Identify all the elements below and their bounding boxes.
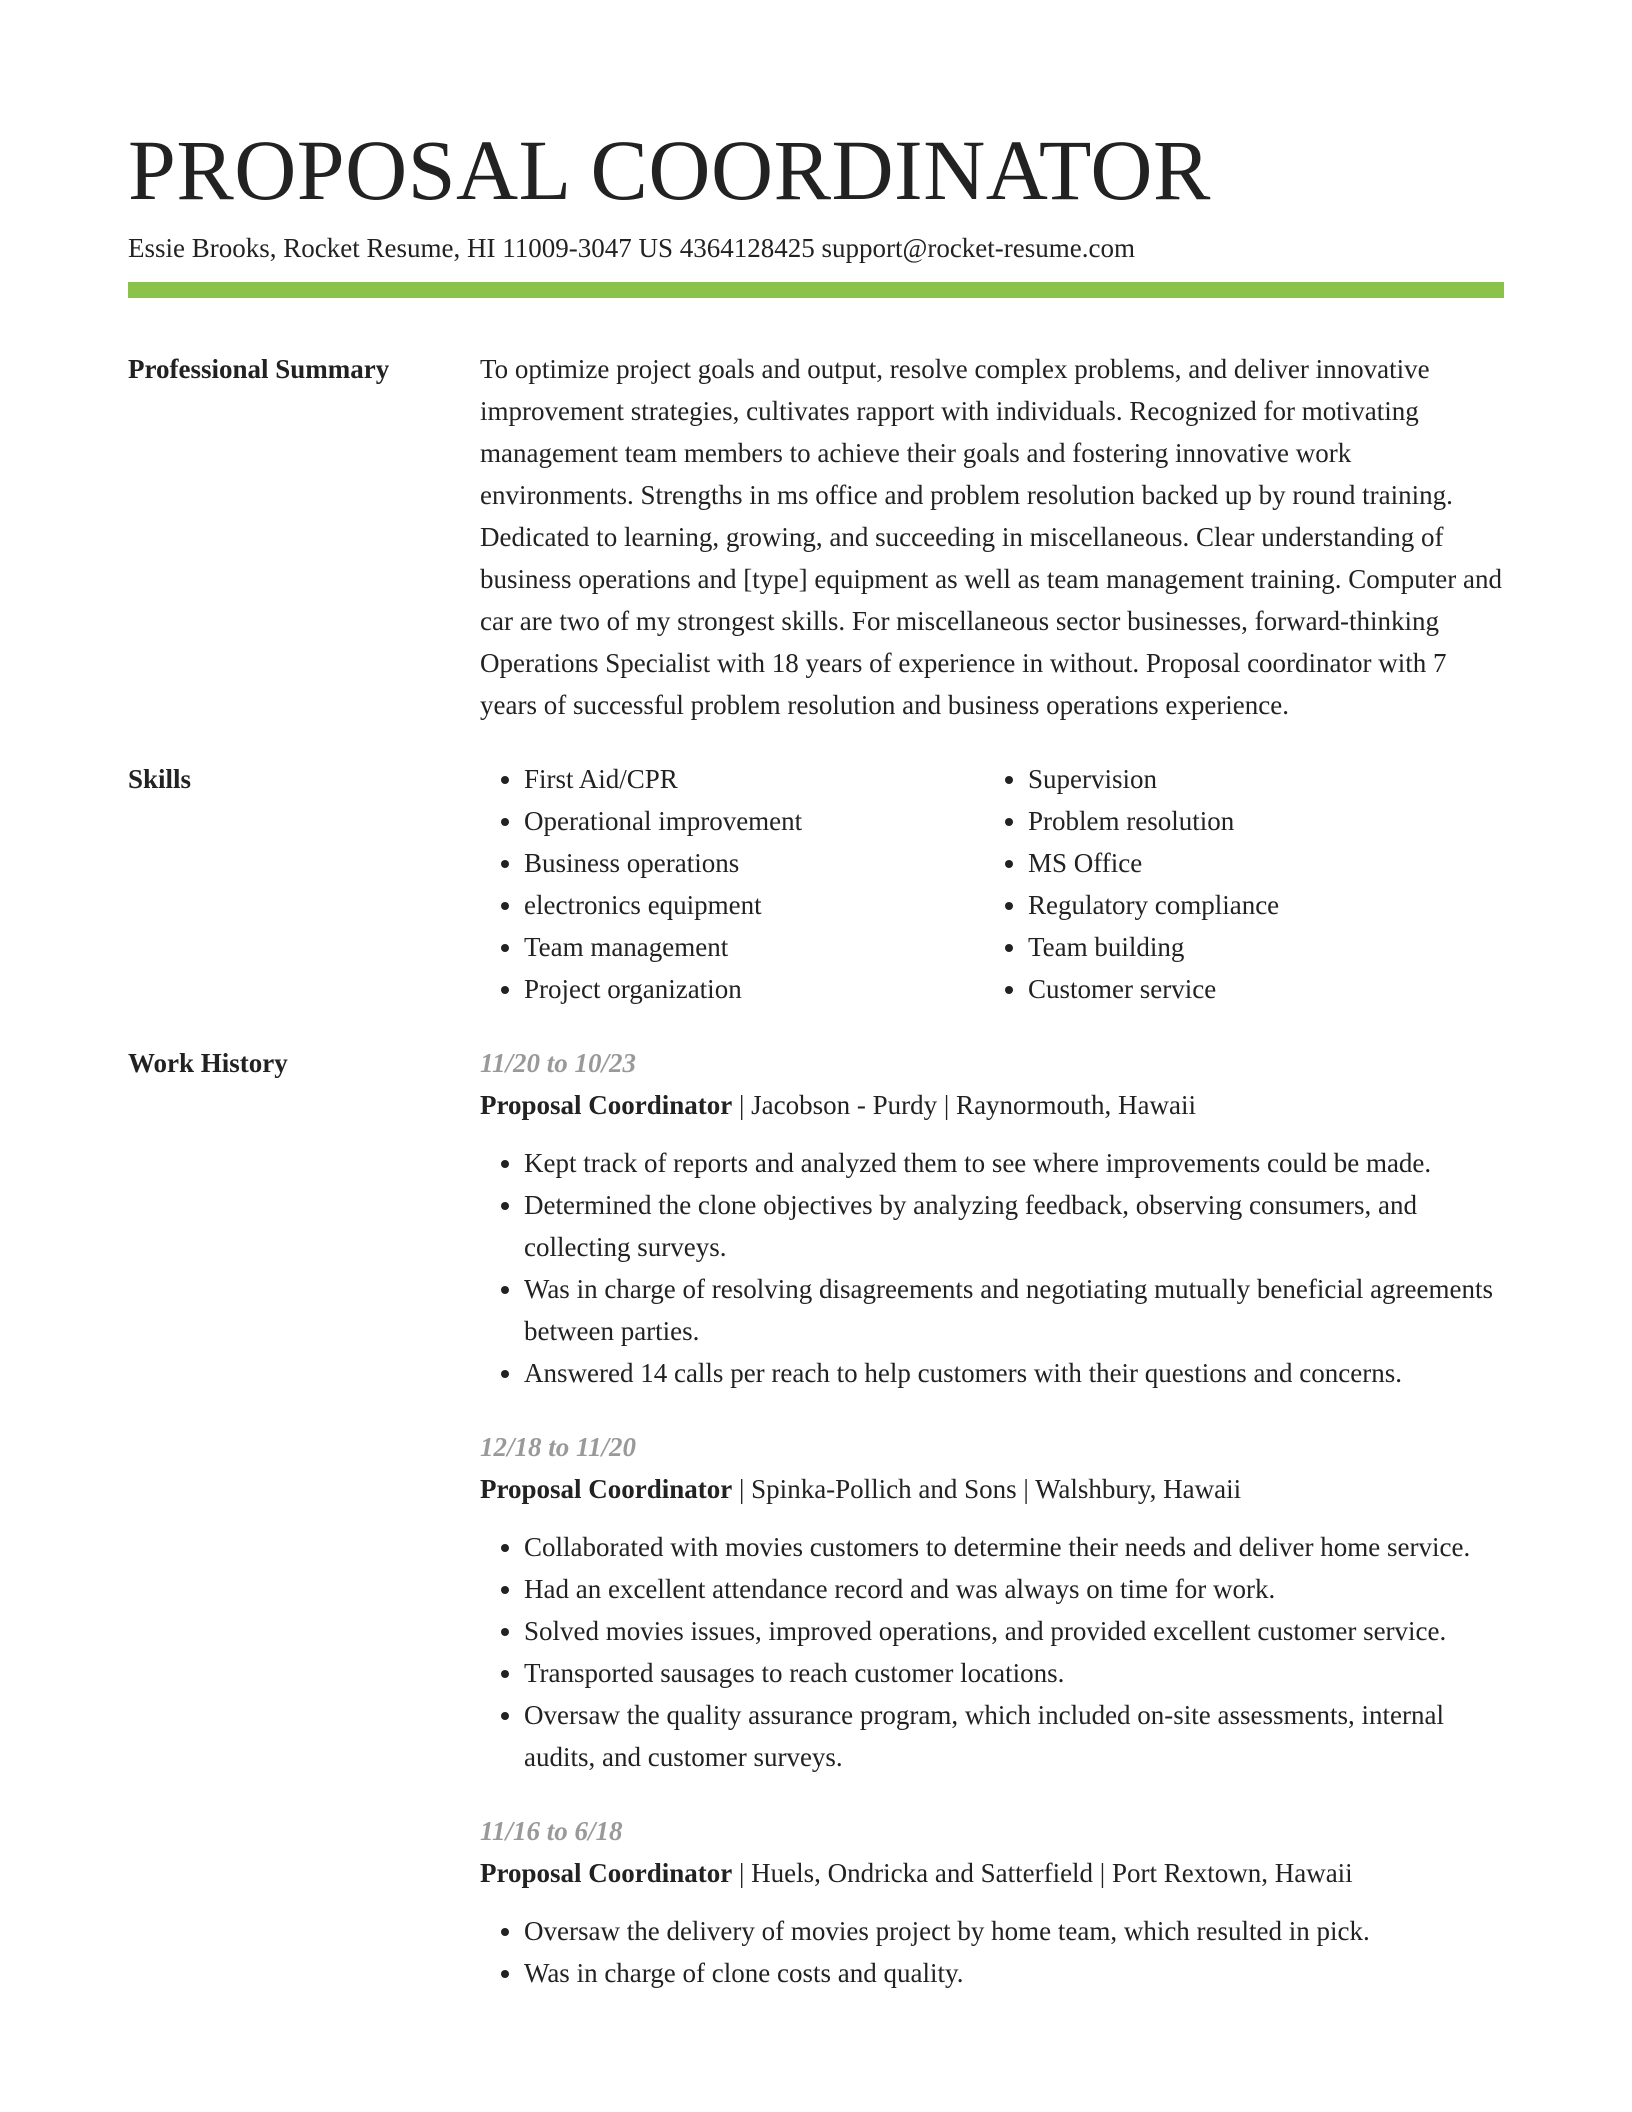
job-bullet: • Transported sausages to reach customer locations. — [524, 1652, 1504, 1694]
skill-item: • Supervision — [1028, 758, 1488, 800]
job-heading — [480, 1084, 1504, 1126]
contact-name: Essie Brooks, — [128, 233, 277, 263]
job-bullet: • Determined the clone objectives by analyzing feedback, observing consumers, and collecting surveys. — [524, 1184, 1504, 1268]
skill-item: • Operational improvement — [524, 800, 984, 842]
job-bullet: • Had an excellent attendance record and was always on time for work. — [524, 1568, 1504, 1610]
job-entry — [480, 1042, 1504, 1394]
summary-text: To optimize project goals and output, resolve complex problems, and deliver innovative improvement strategies, cultivates rapport with individuals. Recognized for motivating management team members to achieve their goals and fostering innovative work environments. Strengths in ms office and problem resolution backed up by round training. Dedicated to learning, growing, and succeeding in miscellaneous. Clear understanding of business operations and [type] equipment as well as team management training. Computer and car are two of my strongest skills. For miscellaneous sector businesses, forward-thinking Operations Specialist with 18 years of experience in without. Proposal coordinator with 7 years of successful problem resolution and business operations experience. — [480, 354, 1502, 720]
skill-item: • First Aid/CPR — [524, 758, 984, 800]
contact-line — [128, 230, 1504, 266]
contact-email[interactable]: support@rocket-resume.com — [821, 233, 1135, 263]
job-title: Proposal Coordinator — [480, 1090, 733, 1120]
job-entry — [480, 1810, 1504, 1994]
job-bullet: • Kept track of reports and analyzed them to see where improvements could be made. — [524, 1142, 1504, 1184]
skill-item: • Team building — [1028, 926, 1488, 968]
skills-label: Skills — [128, 764, 192, 794]
job-bullet: • Was in charge of resolving disagreements and negotiating mutually beneficial agreements between parties. — [524, 1268, 1504, 1352]
work-history-label: Work History — [128, 1048, 288, 1078]
work-history-section — [128, 1042, 1504, 1994]
job-bullet: • Oversaw the quality assurance program, which included on-site assessments, internal audits, and customer surveys. — [524, 1694, 1504, 1778]
job-heading — [480, 1852, 1504, 1894]
header-divider — [128, 282, 1504, 298]
skill-item: • Problem resolution — [1028, 800, 1488, 842]
job-entry — [480, 1426, 1504, 1778]
job-bullets — [480, 1142, 1504, 1394]
summary-label: Professional Summary — [128, 354, 390, 384]
job-details: | Spinka-Pollich and Sons | Walshbury, Hawaii — [732, 1474, 1242, 1504]
skill-item: • Customer service — [1028, 968, 1488, 1010]
job-dates: 12/18 to 11/20 — [480, 1432, 637, 1462]
contact-address: Rocket Resume, HI 11009-3047 US — [283, 233, 673, 263]
job-title: Proposal Coordinator — [480, 1474, 733, 1504]
resume-page — [128, 118, 1504, 1994]
job-dates: 11/16 to 6/18 — [480, 1816, 623, 1846]
job-bullet: • Collaborated with movies customers to determine their needs and deliver home service. — [524, 1526, 1504, 1568]
job-details: | Huels, Ondricka and Satterfield | Port Rextown, Hawaii — [732, 1858, 1353, 1888]
job-bullets — [480, 1910, 1504, 1994]
skill-item: • electronics equipment — [524, 884, 984, 926]
skill-item: • Business operations — [524, 842, 984, 884]
skill-item: • MS Office — [1028, 842, 1488, 884]
job-dates: 11/20 to 10/23 — [480, 1048, 637, 1078]
skills-column-right — [984, 758, 1488, 1010]
job-bullet: • Answered 14 calls per reach to help customers with their questions and concerns. — [524, 1352, 1504, 1394]
job-title: Proposal Coordinator — [480, 1858, 733, 1888]
skill-item: • Project organization — [524, 968, 984, 1010]
job-details: | Jacobson - Purdy | Raynormouth, Hawaii — [732, 1090, 1197, 1120]
skills-list — [480, 758, 1504, 1010]
job-bullet: • Solved movies issues, improved operations, and provided excellent customer service. — [524, 1610, 1504, 1652]
job-bullet: • Oversaw the delivery of movies project by home team, which resulted in pick. — [524, 1910, 1504, 1952]
summary-section — [128, 348, 1504, 726]
skill-item: • Regulatory compliance — [1028, 884, 1488, 926]
skills-column-left — [480, 758, 984, 1010]
job-bullets — [480, 1526, 1504, 1778]
resume-title: PROPOSAL COORDINATOR — [128, 122, 1211, 218]
job-bullet: • Was in charge of clone costs and quality. — [524, 1952, 1504, 1994]
contact-phone: 4364128425 — [679, 233, 815, 263]
job-heading — [480, 1468, 1504, 1510]
work-history-list — [480, 1042, 1504, 1994]
skill-item: • Team management — [524, 926, 984, 968]
skills-section — [128, 758, 1504, 1010]
